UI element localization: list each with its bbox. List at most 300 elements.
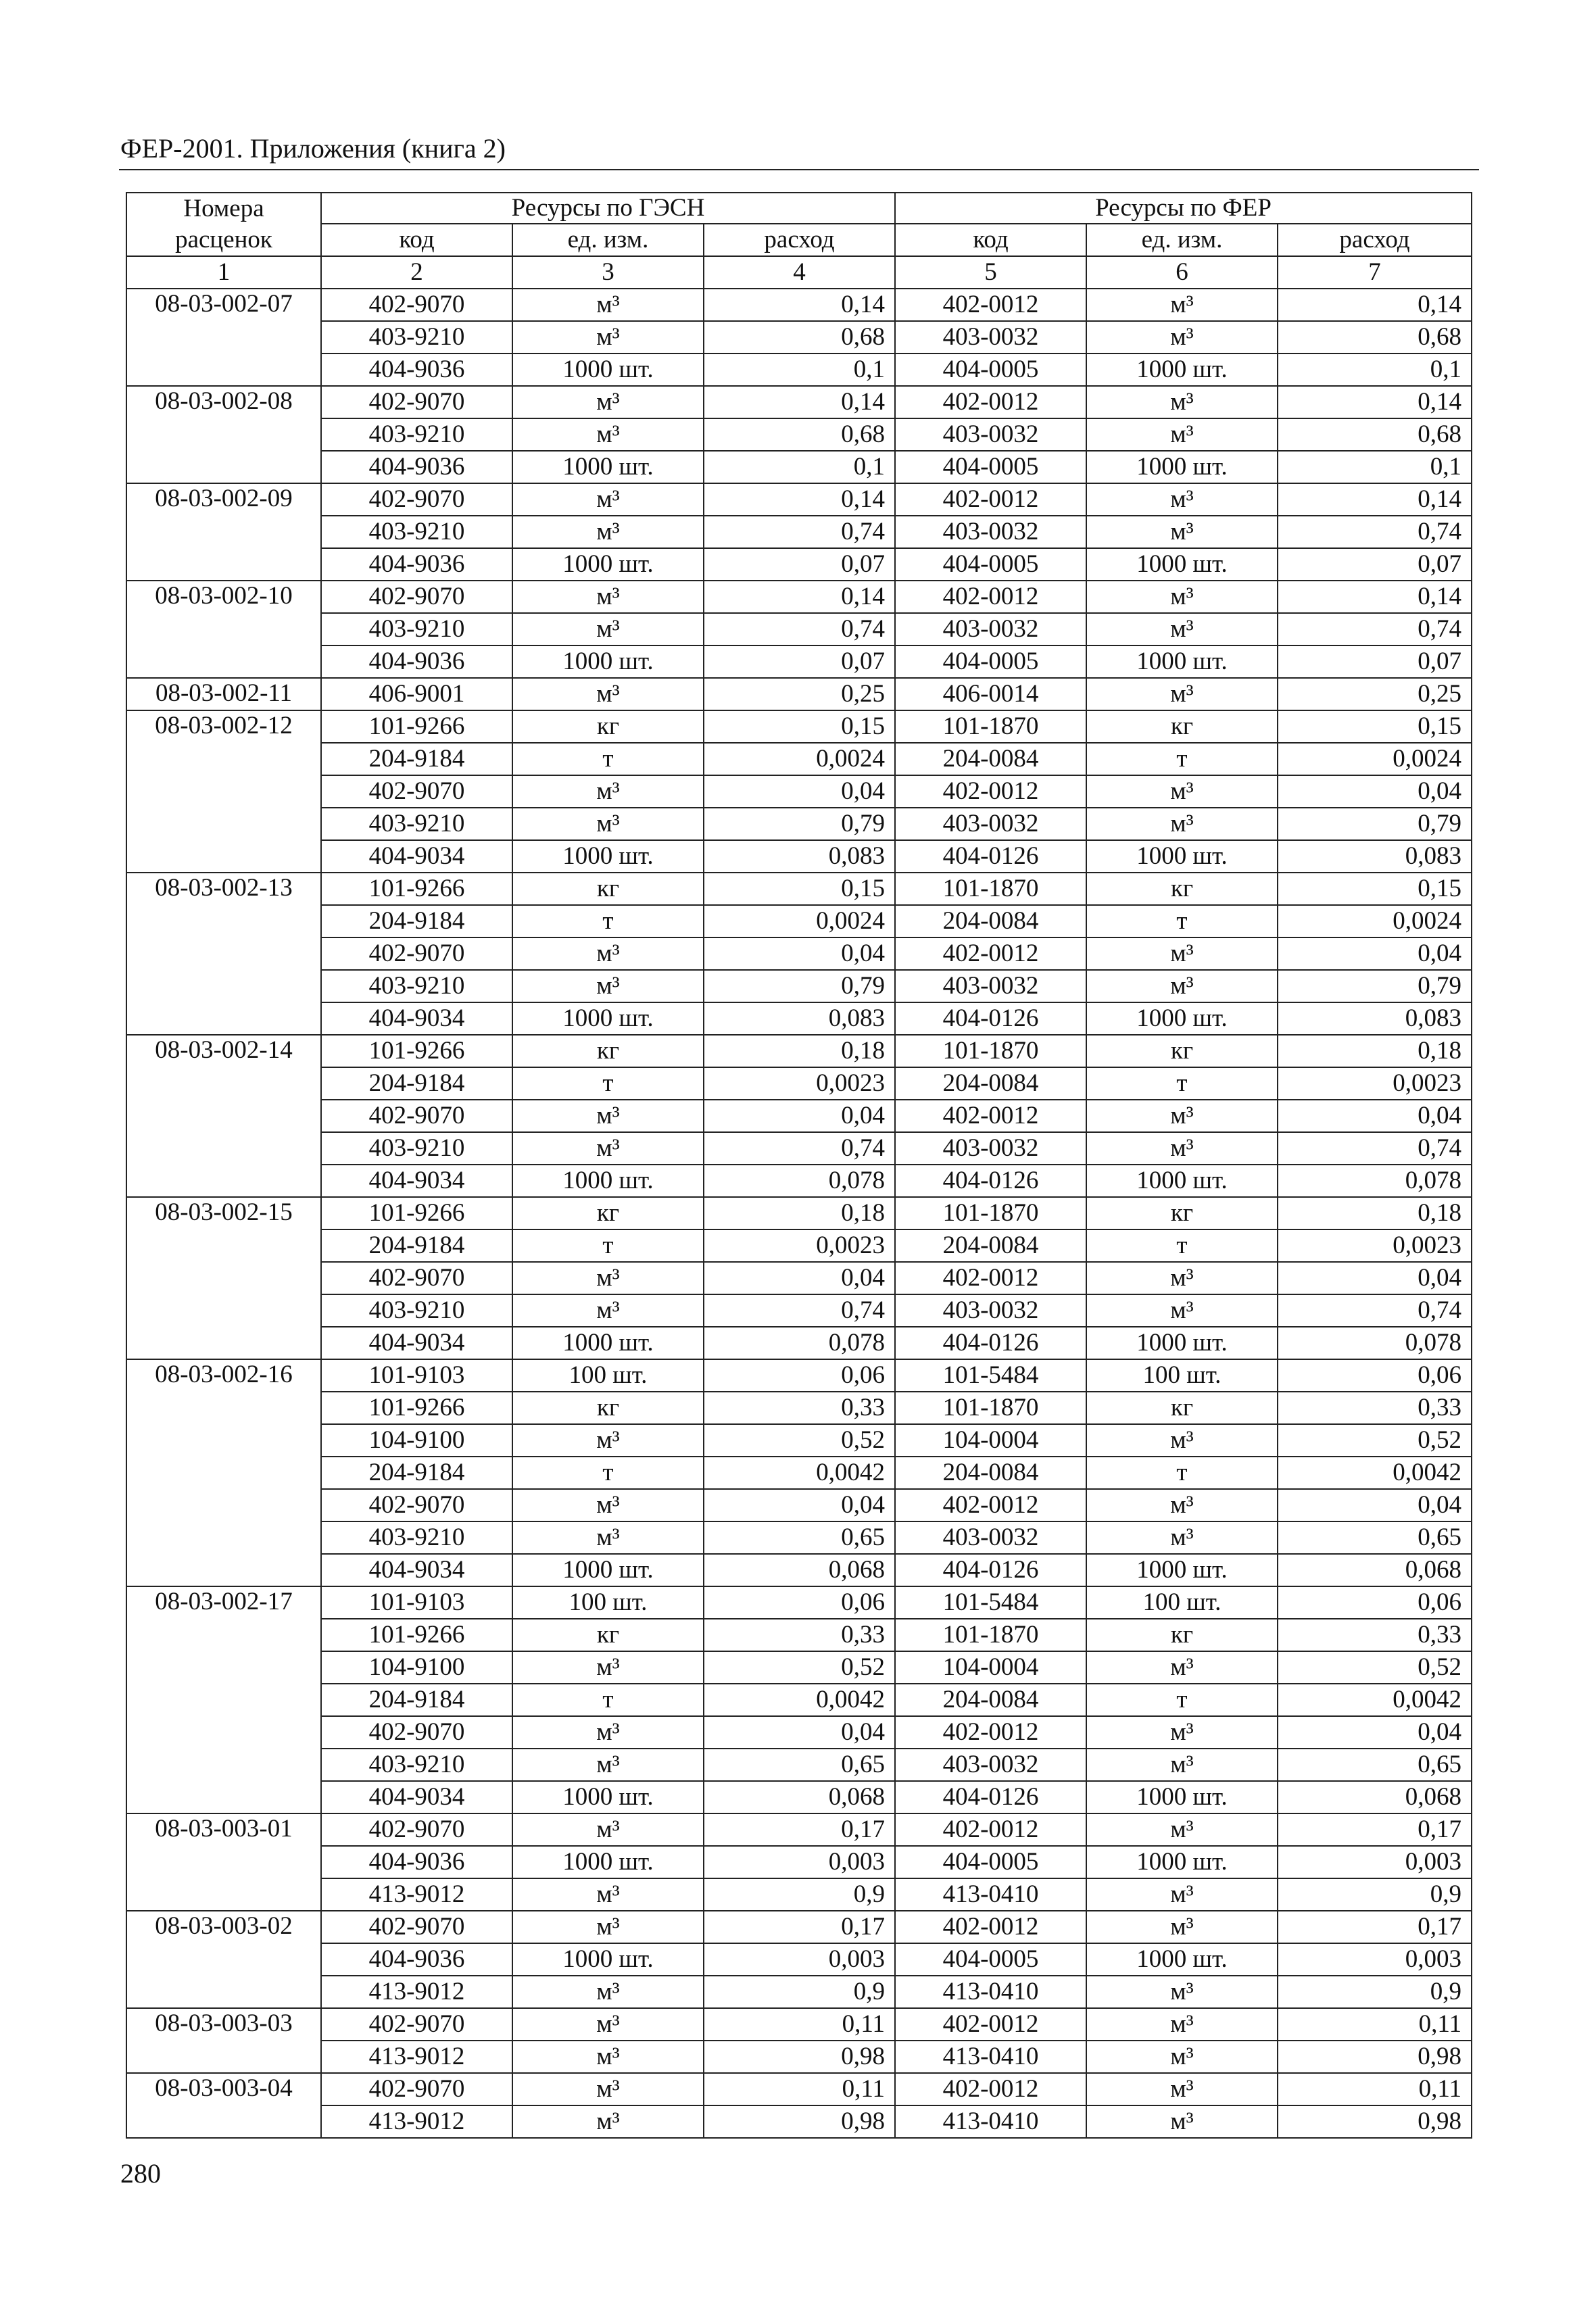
gesn-unit-cell: т — [512, 1457, 704, 1489]
fer-code-cell: 404-0126 — [895, 840, 1086, 873]
fer-qty-cell: 0,25 — [1278, 678, 1472, 710]
fer-unit-cell: т — [1086, 1457, 1278, 1489]
gesn-code-cell: 101-9266 — [321, 1619, 512, 1651]
gesn-code-cell: 204-9184 — [321, 1457, 512, 1489]
gesn-qty-cell: 0,98 — [704, 2105, 895, 2138]
col-rate-header-line1: Номера — [126, 193, 321, 224]
gesn-code-cell: 104-9100 — [321, 1424, 512, 1457]
fer-qty-cell: 0,68 — [1278, 418, 1472, 451]
fer-unit-cell: м³ — [1086, 1813, 1278, 1846]
fer-unit-cell: м³ — [1086, 1976, 1278, 2008]
gesn-code-cell: 403-9210 — [321, 970, 512, 1002]
fer-code-cell: 403-0032 — [895, 613, 1086, 645]
table-row — [126, 1781, 1472, 1813]
fer-qty-cell: 0,17 — [1278, 1911, 1472, 1943]
rate-number-cell: 08-03-002-14 — [126, 1035, 321, 1067]
gesn-unit-cell: м³ — [512, 2073, 704, 2105]
gesn-code-cell: 404-9036 — [321, 354, 512, 386]
table-row — [126, 1749, 1472, 1781]
fer-code-cell: 101-1870 — [895, 1197, 1086, 1229]
gesn-qty-cell: 0,9 — [704, 1878, 895, 1911]
fer-code-cell: 204-0084 — [895, 1457, 1086, 1489]
fer-code-cell: 403-0032 — [895, 1749, 1086, 1781]
fer-qty-cell: 0,06 — [1278, 1586, 1472, 1619]
fer-code-cell: 101-1870 — [895, 1035, 1086, 1067]
gesn-code-cell: 204-9184 — [321, 1067, 512, 1100]
table-row — [126, 1262, 1472, 1294]
gesn-qty-cell: 0,17 — [704, 1911, 895, 1943]
fer-qty-cell: 0,003 — [1278, 1943, 1472, 1976]
gesn-qty-cell: 0,15 — [704, 710, 895, 743]
rate-number-cell-continued — [126, 905, 321, 937]
fer-unit-cell: м³ — [1086, 1262, 1278, 1294]
table-row — [126, 937, 1472, 970]
fer-code-cell: 413-0410 — [895, 2105, 1086, 2138]
gesn-qty-cell: 0,003 — [704, 1943, 895, 1976]
rate-number-cell-continued — [126, 1424, 321, 1457]
gesn-code-cell: 204-9184 — [321, 1684, 512, 1716]
rate-number-cell: 08-03-002-13 — [126, 873, 321, 905]
fer-unit-cell: т — [1086, 905, 1278, 937]
rate-number-cell: 08-03-002-07 — [126, 289, 321, 321]
fer-unit-cell: м³ — [1086, 1521, 1278, 1554]
rate-number-cell-continued — [126, 1781, 321, 1813]
rate-number-cell-continued — [126, 808, 321, 840]
fer-unit-cell: т — [1086, 1229, 1278, 1262]
table-row — [126, 1035, 1472, 1067]
fer-unit-cell: м³ — [1086, 386, 1278, 418]
column-number: 6 — [1086, 256, 1278, 289]
fer-unit-cell: кг — [1086, 1197, 1278, 1229]
fer-unit-cell: 1000 шт. — [1086, 1554, 1278, 1586]
fer-unit-cell: 100 шт. — [1086, 1586, 1278, 1619]
page-number: 280 — [120, 2158, 161, 2189]
fer-qty-cell: 0,65 — [1278, 1749, 1472, 1781]
fer-code-cell: 403-0032 — [895, 970, 1086, 1002]
table-row — [126, 2105, 1472, 2138]
rate-number-cell-continued — [126, 548, 321, 581]
gesn-qty-cell: 0,11 — [704, 2008, 895, 2041]
rate-number-cell-continued — [126, 1489, 321, 1521]
gesn-unit-cell: 100 шт. — [512, 1359, 704, 1392]
rate-number-cell-continued — [126, 645, 321, 678]
header-row-1 — [126, 193, 1472, 224]
table-row — [126, 1424, 1472, 1457]
fer-unit-cell: м³ — [1086, 678, 1278, 710]
gesn-unit-cell: м³ — [512, 321, 704, 354]
gesn-code-cell: 413-9012 — [321, 1976, 512, 2008]
fer-code-cell: 204-0084 — [895, 1067, 1086, 1100]
rate-number-cell: 08-03-002-12 — [126, 710, 321, 743]
gesn-qty-cell: 0,52 — [704, 1424, 895, 1457]
table-body — [126, 289, 1472, 2138]
gesn-qty-cell: 0,74 — [704, 1294, 895, 1327]
sub-header-fer-qty: расход — [1278, 224, 1472, 256]
fer-qty-cell: 0,18 — [1278, 1197, 1472, 1229]
gesn-code-cell: 403-9210 — [321, 1749, 512, 1781]
fer-code-cell: 413-0410 — [895, 1976, 1086, 2008]
gesn-unit-cell: м³ — [512, 2105, 704, 2138]
gesn-qty-cell: 0,68 — [704, 418, 895, 451]
fer-qty-cell: 0,17 — [1278, 1813, 1472, 1846]
fer-code-cell: 101-5484 — [895, 1586, 1086, 1619]
gesn-code-cell: 404-9034 — [321, 1554, 512, 1586]
fer-unit-cell: м³ — [1086, 1132, 1278, 1165]
gesn-qty-cell: 0,18 — [704, 1197, 895, 1229]
gesn-unit-cell: 1000 шт. — [512, 645, 704, 678]
page-header: ФЕР-2001. Приложения (книга 2) — [120, 133, 506, 164]
rate-number-cell: 08-03-003-03 — [126, 2008, 321, 2041]
fer-code-cell: 403-0032 — [895, 1132, 1086, 1165]
fer-qty-cell: 0,078 — [1278, 1327, 1472, 1359]
gesn-unit-cell: 1000 шт. — [512, 1165, 704, 1197]
fer-unit-cell: м³ — [1086, 2008, 1278, 2041]
gesn-unit-cell: м³ — [512, 1489, 704, 1521]
rate-number-cell: 08-03-003-01 — [126, 1813, 321, 1846]
gesn-qty-cell: 0,74 — [704, 613, 895, 645]
rate-number-cell-continued — [126, 1521, 321, 1554]
gesn-code-cell: 403-9210 — [321, 1132, 512, 1165]
fer-unit-cell: м³ — [1086, 1424, 1278, 1457]
gesn-qty-cell: 0,0042 — [704, 1457, 895, 1489]
gesn-unit-cell: 1000 шт. — [512, 548, 704, 581]
table-row — [126, 2041, 1472, 2073]
sub-header-gesn-qty: расход — [704, 224, 895, 256]
fer-unit-cell: м³ — [1086, 1651, 1278, 1684]
table-row — [126, 548, 1472, 581]
fer-code-cell: 101-1870 — [895, 710, 1086, 743]
table-row — [126, 808, 1472, 840]
gesn-unit-cell: м³ — [512, 1100, 704, 1132]
fer-code-cell: 402-0012 — [895, 386, 1086, 418]
gesn-unit-cell: т — [512, 1229, 704, 1262]
gesn-qty-cell: 0,14 — [704, 581, 895, 613]
gesn-unit-cell: м³ — [512, 613, 704, 645]
rate-number-cell-continued — [126, 1651, 321, 1684]
table-row — [126, 1878, 1472, 1911]
gesn-qty-cell: 0,068 — [704, 1781, 895, 1813]
fer-unit-cell: т — [1086, 743, 1278, 775]
rate-number-cell-continued — [126, 1457, 321, 1489]
fer-unit-cell: м³ — [1086, 937, 1278, 970]
gesn-code-cell: 101-9266 — [321, 1197, 512, 1229]
gesn-code-cell: 402-9070 — [321, 1489, 512, 1521]
gesn-qty-cell: 0,003 — [704, 1846, 895, 1878]
gesn-code-cell: 404-9034 — [321, 1327, 512, 1359]
gesn-unit-cell: м³ — [512, 1716, 704, 1749]
fer-code-cell: 413-0410 — [895, 1878, 1086, 1911]
rate-number-cell: 08-03-002-11 — [126, 678, 321, 710]
fer-unit-cell: м³ — [1086, 1911, 1278, 1943]
gesn-code-cell: 404-9034 — [321, 1781, 512, 1813]
rate-number-cell-continued — [126, 1943, 321, 1976]
fer-code-cell: 404-0126 — [895, 1327, 1086, 1359]
gesn-unit-cell: кг — [512, 710, 704, 743]
fer-qty-cell: 0,068 — [1278, 1554, 1472, 1586]
fer-qty-cell: 0,74 — [1278, 516, 1472, 548]
table-row — [126, 1651, 1472, 1684]
gesn-code-cell: 403-9210 — [321, 613, 512, 645]
fer-qty-cell: 0,0024 — [1278, 743, 1472, 775]
fer-code-cell: 404-0126 — [895, 1002, 1086, 1035]
table-row — [126, 1976, 1472, 2008]
table-row — [126, 1132, 1472, 1165]
resources-table — [126, 192, 1472, 2139]
gesn-qty-cell: 0,11 — [704, 2073, 895, 2105]
fer-unit-cell: м³ — [1086, 581, 1278, 613]
table-row — [126, 2008, 1472, 2041]
header-rule — [119, 169, 1479, 170]
table-row — [126, 905, 1472, 937]
gesn-unit-cell: м³ — [512, 1651, 704, 1684]
fer-code-cell: 101-1870 — [895, 873, 1086, 905]
table-row — [126, 1489, 1472, 1521]
gesn-code-cell: 402-9070 — [321, 289, 512, 321]
gesn-code-cell: 402-9070 — [321, 1716, 512, 1749]
table-row — [126, 2073, 1472, 2105]
fer-code-cell: 402-0012 — [895, 581, 1086, 613]
fer-code-cell: 101-1870 — [895, 1392, 1086, 1424]
gesn-code-cell: 101-9266 — [321, 710, 512, 743]
table-row — [126, 451, 1472, 483]
fer-qty-cell: 0,74 — [1278, 613, 1472, 645]
fer-unit-cell: 1000 шт. — [1086, 1327, 1278, 1359]
fer-qty-cell: 0,0023 — [1278, 1067, 1472, 1100]
table-row — [126, 678, 1472, 710]
rate-number-cell-continued — [126, 840, 321, 873]
fer-code-cell: 404-0126 — [895, 1781, 1086, 1813]
gesn-unit-cell: 1000 шт. — [512, 1781, 704, 1813]
gesn-qty-cell: 0,65 — [704, 1749, 895, 1781]
fer-unit-cell: кг — [1086, 1035, 1278, 1067]
gesn-qty-cell: 0,17 — [704, 1813, 895, 1846]
table-row — [126, 1619, 1472, 1651]
column-number: 4 — [704, 256, 895, 289]
rate-number-cell-continued — [126, 1294, 321, 1327]
fer-code-cell: 403-0032 — [895, 516, 1086, 548]
rate-number-cell-continued — [126, 1554, 321, 1586]
gesn-qty-cell: 0,0023 — [704, 1229, 895, 1262]
fer-qty-cell: 0,14 — [1278, 386, 1472, 418]
fer-qty-cell: 0,15 — [1278, 873, 1472, 905]
gesn-qty-cell: 0,0023 — [704, 1067, 895, 1100]
table-row — [126, 483, 1472, 516]
gesn-unit-cell: т — [512, 905, 704, 937]
gesn-code-cell: 403-9210 — [321, 418, 512, 451]
fer-unit-cell: кг — [1086, 1619, 1278, 1651]
table-row — [126, 1943, 1472, 1976]
gesn-code-cell: 402-9070 — [321, 1813, 512, 1846]
gesn-code-cell: 413-9012 — [321, 1878, 512, 1911]
sub-header-fer-unit: ед. изм. — [1086, 224, 1278, 256]
gesn-code-cell: 404-9036 — [321, 1846, 512, 1878]
table-row — [126, 1457, 1472, 1489]
gesn-qty-cell: 0,078 — [704, 1165, 895, 1197]
gesn-unit-cell: м³ — [512, 418, 704, 451]
table-row — [126, 1165, 1472, 1197]
rate-number-cell-continued — [126, 1392, 321, 1424]
gesn-qty-cell: 0,083 — [704, 840, 895, 873]
fer-code-cell: 404-0126 — [895, 1554, 1086, 1586]
gesn-qty-cell: 0,07 — [704, 548, 895, 581]
fer-qty-cell: 0,11 — [1278, 2073, 1472, 2105]
gesn-code-cell: 101-9103 — [321, 1359, 512, 1392]
gesn-code-cell: 402-9070 — [321, 483, 512, 516]
gesn-qty-cell: 0,04 — [704, 775, 895, 808]
fer-code-cell: 402-0012 — [895, 1100, 1086, 1132]
column-number: 7 — [1278, 256, 1472, 289]
fer-unit-cell: т — [1086, 1684, 1278, 1716]
gesn-unit-cell: м³ — [512, 581, 704, 613]
fer-code-cell: 404-0005 — [895, 1943, 1086, 1976]
column-number: 1 — [126, 256, 321, 289]
fer-qty-cell: 0,15 — [1278, 710, 1472, 743]
fer-qty-cell: 0,04 — [1278, 1716, 1472, 1749]
gesn-qty-cell: 0,04 — [704, 1489, 895, 1521]
fer-unit-cell: 1000 шт. — [1086, 1943, 1278, 1976]
rate-number-cell-continued — [126, 1002, 321, 1035]
gesn-qty-cell: 0,0024 — [704, 743, 895, 775]
gesn-code-cell: 402-9070 — [321, 1100, 512, 1132]
gesn-code-cell: 101-9266 — [321, 1035, 512, 1067]
rate-number-cell-continued — [126, 743, 321, 775]
gesn-unit-cell: м³ — [512, 289, 704, 321]
table-row — [126, 1197, 1472, 1229]
gesn-qty-cell: 0,14 — [704, 483, 895, 516]
fer-unit-cell: м³ — [1086, 1749, 1278, 1781]
fer-code-cell: 404-0005 — [895, 451, 1086, 483]
fer-qty-cell: 0,06 — [1278, 1359, 1472, 1392]
fer-unit-cell: м³ — [1086, 1294, 1278, 1327]
rate-number-cell-continued — [126, 613, 321, 645]
fer-qty-cell: 0,98 — [1278, 2041, 1472, 2073]
rate-number-cell-continued — [126, 1229, 321, 1262]
rate-number-cell-continued — [126, 1132, 321, 1165]
fer-qty-cell: 0,04 — [1278, 1489, 1472, 1521]
gesn-qty-cell: 0,0024 — [704, 905, 895, 937]
rate-number-cell-continued — [126, 937, 321, 970]
gesn-unit-cell: 1000 шт. — [512, 354, 704, 386]
gesn-code-cell: 406-9001 — [321, 678, 512, 710]
fer-qty-cell: 0,9 — [1278, 1976, 1472, 2008]
table-row — [126, 1554, 1472, 1586]
gesn-qty-cell: 0,04 — [704, 1262, 895, 1294]
table-row — [126, 1846, 1472, 1878]
rate-number-cell-continued — [126, 775, 321, 808]
group-header-fer: Ресурсы по ФЕР — [895, 193, 1472, 224]
gesn-qty-cell: 0,68 — [704, 321, 895, 354]
fer-unit-cell: кг — [1086, 1392, 1278, 1424]
fer-code-cell: 101-1870 — [895, 1619, 1086, 1651]
sub-header-fer-code: код — [895, 224, 1086, 256]
rate-number-cell-continued — [126, 2041, 321, 2073]
fer-qty-cell: 0,1 — [1278, 451, 1472, 483]
fer-unit-cell: м³ — [1086, 1100, 1278, 1132]
fer-code-cell: 101-5484 — [895, 1359, 1086, 1392]
fer-code-cell: 404-0005 — [895, 354, 1086, 386]
gesn-code-cell: 402-9070 — [321, 2008, 512, 2041]
gesn-unit-cell: м³ — [512, 516, 704, 548]
table-row — [126, 1586, 1472, 1619]
gesn-unit-cell: 1000 шт. — [512, 1554, 704, 1586]
table-row — [126, 743, 1472, 775]
fer-code-cell: 413-0410 — [895, 2041, 1086, 2073]
gesn-unit-cell: кг — [512, 1619, 704, 1651]
rate-number-cell-continued — [126, 1165, 321, 1197]
gesn-unit-cell: м³ — [512, 678, 704, 710]
gesn-unit-cell: м³ — [512, 970, 704, 1002]
gesn-unit-cell: м³ — [512, 937, 704, 970]
gesn-qty-cell: 0,74 — [704, 1132, 895, 1165]
fer-unit-cell: м³ — [1086, 808, 1278, 840]
gesn-qty-cell: 0,25 — [704, 678, 895, 710]
col-rate-header-line2: расценок — [126, 224, 321, 256]
gesn-code-cell: 204-9184 — [321, 743, 512, 775]
gesn-qty-cell: 0,1 — [704, 354, 895, 386]
fer-qty-cell: 0,0023 — [1278, 1229, 1472, 1262]
fer-code-cell: 402-0012 — [895, 289, 1086, 321]
gesn-unit-cell: м³ — [512, 2041, 704, 2073]
fer-code-cell: 406-0014 — [895, 678, 1086, 710]
fer-code-cell: 402-0012 — [895, 1489, 1086, 1521]
rate-number-cell-continued — [126, 1976, 321, 2008]
gesn-qty-cell: 0,52 — [704, 1651, 895, 1684]
rate-number-cell: 08-03-002-17 — [126, 1586, 321, 1619]
gesn-code-cell: 204-9184 — [321, 905, 512, 937]
fer-qty-cell: 0,04 — [1278, 775, 1472, 808]
gesn-unit-cell: м³ — [512, 1976, 704, 2008]
gesn-unit-cell: т — [512, 1684, 704, 1716]
rate-number-cell: 08-03-002-10 — [126, 581, 321, 613]
gesn-code-cell: 404-9036 — [321, 548, 512, 581]
gesn-qty-cell: 0,33 — [704, 1619, 895, 1651]
table-row — [126, 289, 1472, 321]
fer-code-cell: 104-0004 — [895, 1424, 1086, 1457]
fer-qty-cell: 0,68 — [1278, 321, 1472, 354]
fer-unit-cell: м³ — [1086, 418, 1278, 451]
fer-unit-cell: 1000 шт. — [1086, 451, 1278, 483]
column-number: 3 — [512, 256, 704, 289]
rate-number-cell-continued — [126, 1878, 321, 1911]
gesn-qty-cell: 0,04 — [704, 1100, 895, 1132]
table-row — [126, 418, 1472, 451]
gesn-code-cell: 404-9036 — [321, 451, 512, 483]
fer-unit-cell: м³ — [1086, 483, 1278, 516]
rate-number-cell-continued — [126, 1716, 321, 1749]
fer-unit-cell: м³ — [1086, 1716, 1278, 1749]
gesn-qty-cell: 0,06 — [704, 1586, 895, 1619]
gesn-code-cell: 402-9070 — [321, 1262, 512, 1294]
fer-qty-cell: 0,79 — [1278, 808, 1472, 840]
gesn-qty-cell: 0,1 — [704, 451, 895, 483]
gesn-code-cell: 404-9036 — [321, 1943, 512, 1976]
gesn-qty-cell: 0,078 — [704, 1327, 895, 1359]
fer-code-cell: 204-0084 — [895, 1684, 1086, 1716]
fer-qty-cell: 0,083 — [1278, 1002, 1472, 1035]
fer-code-cell: 104-0004 — [895, 1651, 1086, 1684]
gesn-qty-cell: 0,14 — [704, 386, 895, 418]
fer-qty-cell: 0,04 — [1278, 1100, 1472, 1132]
fer-qty-cell: 0,068 — [1278, 1781, 1472, 1813]
fer-unit-cell: 1000 шт. — [1086, 1002, 1278, 1035]
gesn-unit-cell: м³ — [512, 1424, 704, 1457]
gesn-unit-cell: м³ — [512, 483, 704, 516]
table-row — [126, 321, 1472, 354]
fer-unit-cell: м³ — [1086, 289, 1278, 321]
table-row — [126, 775, 1472, 808]
fer-code-cell: 403-0032 — [895, 1521, 1086, 1554]
rate-number-cell: 08-03-002-16 — [126, 1359, 321, 1392]
